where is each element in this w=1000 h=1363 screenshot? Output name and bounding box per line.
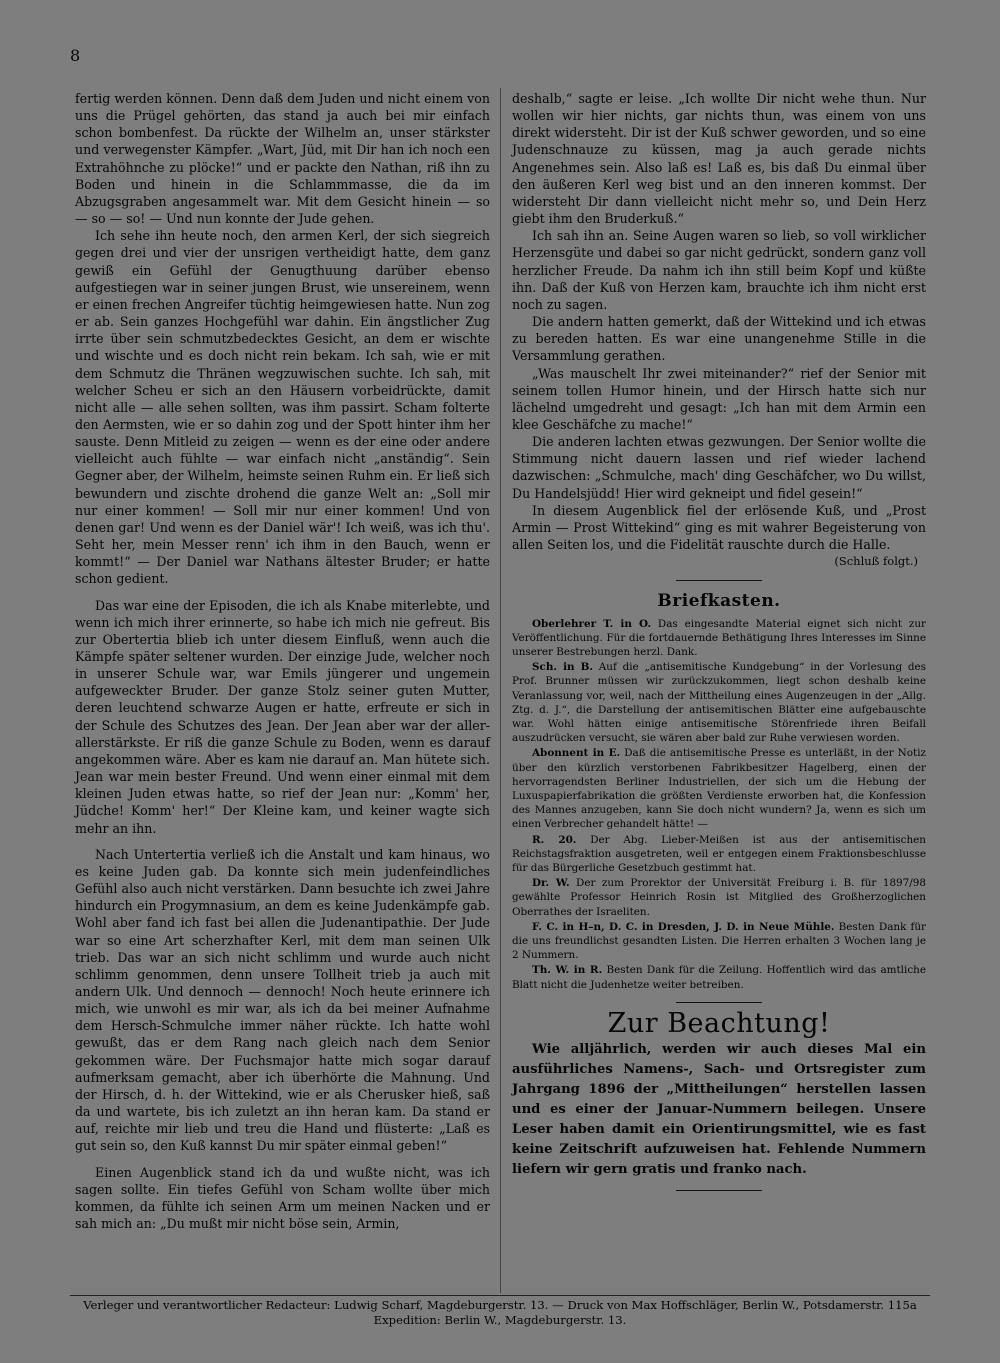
brief-addressee: Dr. W. <box>532 877 570 890</box>
brief-addressee: Sch. in B. <box>532 661 594 674</box>
brief-entry <box>512 746 926 831</box>
notice-section <box>512 1040 926 1180</box>
brief-text: Das eingesandte Material eignet sich nicht zur Veröffentlichung. Für die fortdauernde Bethätigung Ihres Interesses im Sinne unserer Bestrebungen herzl. Dank. <box>512 617 927 658</box>
separator-rule <box>676 1190 762 1191</box>
page-number: 8 <box>70 46 81 65</box>
right-column <box>512 90 926 1203</box>
paragraph: Die anderen lachten etwas gezwungen. Der Senior wollte die Stimmung nicht dauern lassen und rief wieder lachend dazwischen: „Schmulche, mach' ding Geschäfcher, wo Du willst, Du Handelsjüdd! Hier wird gekneipt und fidel gesein!“ <box>512 434 926 501</box>
paragraph: Ich sah ihn an. Seine Augen waren so lieb, so voll wirklicher Herzensgüte und dabei so gar nicht gedrückt, sondern ganz voll herzlicher Freude. Da nahm ich ihn still beim Kopf und küßte ihn. Daß der Kuß von Herzen kam, brauchte ich ihm nicht erst noch zu sagen. <box>512 228 926 312</box>
footer-rule <box>70 1295 930 1296</box>
brief-addressee: Th. W. in R. <box>532 964 603 977</box>
to-be-continued: (Schluß folgt.) <box>834 554 918 569</box>
imprint-footer <box>70 1298 930 1328</box>
separator-rule <box>676 1002 762 1003</box>
brief-entry <box>512 963 926 991</box>
left-column <box>75 90 490 1232</box>
brief-addressee: Abonnent in E. <box>532 747 621 760</box>
brief-addressee: F. C. in H–n, D. C. in Dresden, J. D. in Neue Mühle. <box>532 920 835 933</box>
separator-rule <box>676 580 762 581</box>
brief-text: Besten Dank für die Zeilung. Hoffentlich wird das amtliche Blatt nicht die Judenhetze weiter betreiben. <box>512 964 926 991</box>
paragraph: deshalb,“ sagte er leise. „Ich wollte Dir nicht wehe thun. Nur wollen wir hier nichts, gar nichts thun, was einem von uns direkt widersteht. Dir ist der Kuß schwer geworden, und so eine Judenschnauze zu küssen, mag ja auch gerade nichts Angenehmes sein. Also laß es! Laß es, bis daß Du einmal über den äußeren Kerl weg bist und an den inneren kommst. Der widersteht Dir dann vielleicht nicht mehr so, und Dein Herz giebt ihm den Bruderkuß.“ <box>512 91 926 227</box>
brief-text: Besten Dank für die uns freundlichst gesandten Listen. Die Herren erhalten 3 Wochen lang je 2 Nummern. <box>512 920 926 962</box>
paragraph: Die andern hatten gemerkt, daß der Wittekind und ich etwas zu bereden hatten. Es war eine unangenehme Stille in die Versammlung gerathen. <box>512 314 926 364</box>
paragraph: fertig werden können. Denn daß dem Juden und nicht einem von uns die Prügel gehörten, das stand ja auch bei mir einfach schon bombenfest. Da rückte der Wilhelm an, unser stärkster und verwegenster Kämpfer. „Wart, Jüd, mit Dir han ich noch een Extrahöhnche zu plöcke!“ und er packte den Nathan, riß ihn zu Boden und hinein in die Schlammmasse, die da im Abzugsgraben angesammelt war. Mit dem Gesicht hinein — so — so — so! — Und nun konnte der Jude gehen. <box>75 91 490 227</box>
briefkasten-section <box>512 617 926 992</box>
expedition-line: Expedition: Berlin W., Magdeburgerstr. 13. <box>373 1313 627 1327</box>
paragraph: Ich sehe ihn heute noch, den armen Kerl, der sich siegreich gegen drei und vier der unsrigen vertheidigt hatte, dem ganz gewiß ein Gefühl der Genugthuung darüber ebenso aufgestiegen war in seiner jungen Brust, wie unsereinem, wenn er einen frechen Angreifer tüchtig heimgewiesen hatte. Nun zog er ab. Sein ganzes Hochgefühl war dahin. Ein ängstlicher Zug irrte über sein schmutzbedecktes Gesicht, an dem er wischte und wischte und es doch nicht rein bekam. Ich sah, wie er mit dem Schmutz die Thränen wegzuwischen suchte. Ich sah, mit welcher Scheu er sich an den Häusern vorbeidrückte, damit nicht alle — alle sehen sollten, was ihm passirt. Scham folterte den Aermsten, wie er so dahin zog und der Spott hinter ihm her sauste. Denn Mitleid zu zeigen — wenn es der eine oder andere vielleicht auch fühlte — war einfach nicht „anständig“. Sein Gegner aber, der Wilhelm, heimste seinen Ruhm ein. Er ließ sich bewundern und zischte drohend die ganze Welt an: „Soll mir nur einer kommen! — Soll mir nur einer kommen! Und von denen gar! Und wenn es der Daniel wär'! Ich weiß, was ich thu'. Seht her, mein Messer renn' ich ihm in den Bauch, wenn er kommt!“ — Der Daniel war Nathans ältester Bruder; er hatte schon gedient. <box>75 228 490 587</box>
brief-entry <box>512 920 926 963</box>
paragraph: In diesem Augenblick fiel der erlösende Kuß, und „Prost Armin — Prost Wittekind“ ging es mit wahrer Begeisterung von allen Seiten los, und die Fidelität rauschte durch die Halle. <box>512 502 926 553</box>
brief-addressee: R. 20. <box>532 833 577 846</box>
paragraph: Das war eine der Episoden, die ich als Knabe miterlebte, und wenn ich mich ihrer erinnerte, so habe ich mich nie gefreut. Bis zur Obertertia blieb ich unter diesem Einfluß, wenn auch die Kämpfe später seltener wurden. Der einzige Jude, welcher noch in unserer Schule war, war Emils jüngerer und ungemein aufgeweckter Bruder. Der ganze Stolz seiner guten Mutter, deren leuchtend schwarze Augen er hatte, erfreute er sich in der Schule des Schutzes des Jean. Der Jean aber war der aller-allerstärkste. Er riß die ganze Schule zu Boden, wenn es darauf angekommen wäre. Aber es kam nie darauf an. Man hütete sich. Jean war mein bester Freund. Und wenn einer einmal mit dem kleinen Juden etwas hatte, so rief der Jean nur: „Komm' her, Jüdche! Komm' her!“ Der Kleine kam, und keiner wagte sich mehr an ihn. <box>75 597 490 836</box>
paragraph: „Was mauschelt Ihr zwei miteinander?“ rief der Senior mit seinem tollen Humor hinein, und der Hirsch hatte sich nur lächelnd umgedreht und gesagt: „Ich han mit dem Armin een klee Geschäfche zu mache!“ <box>512 365 926 432</box>
brief-entry <box>512 617 926 660</box>
column-divider <box>500 88 501 1293</box>
brief-text: Auf die „antisemitische Kundgebung“ in der Vorlesung des Prof. Brunner müssen wir zurückzukommen, liegt schon deshalb keine Veranlassung vor, weil, nach der Mittheilung eines Augenzeugen in der „Allg. Ztg. d. J.“, die Darstellung der antisemitischen Blätter eine aufgebauschte war. Wohl hätten einige antisemitische Störenfriede ihren Beifall auszudrücken versucht, sie wären aber bald zur Ruhe verwiesen worden. <box>512 661 926 745</box>
brief-text: Der zum Prorektor der Universität Freiburg i. B. für 1897/98 gewählte Professor Heinrich Rosin ist Mitglied des Großherzoglichen Oberrathes der Israeliten. <box>512 877 927 918</box>
notice-heading: Zur Beachtung! <box>607 1007 831 1039</box>
brief-entry <box>512 660 926 745</box>
notice-text: Wie alljährlich, werden wir auch dieses Mal ein ausführliches Namens-, Sach- und Ortsregister zum Jahrgang 1896 der „Mittheilungen“ herstellen lassen und es einer der Januar-Nummern beilegen. Unsere Leser haben damit ein Orientirungsmittel, wie es fast keine Zeitschrift aufzuweisen hat. Fehlende Nummern liefern wir gern gratis und franko nach. <box>512 1041 926 1177</box>
brief-entry <box>512 876 926 919</box>
paragraph: Nach Untertertia verließ ich die Anstalt und kam hinaus, wo es keine Juden gab. Da konnte sich mein judenfeindliches Gefühl also auch nicht verstärken. Dann besuchte ich zwei Jahre hindurch ein Progymnasium, an dem es keine Judenkämpfe gab. Wohl aber fand ich fast bei allen die Judenantipathie. Der Jude war so eine Art scherzhafter Kerl, mit dem man seinen Ulk trieb. Das war an sich nicht schlimm und wurde auch nicht schlimm genommen, denn unsere Tollheit trieb ja auch mit andern Ulk. Und dennoch — dennoch! Noch heute erinnere ich mich, wie unwohl es mir war, als ich da bei meiner Aufnahme dem Hersch-Schmulche immer näher rückte. Ich hatte wohl gewußt, das er dem Rang nach gleich nach dem Senior gekommen wäre. Der Fuchsmajor hatte mich sogar darauf aufmerksam gemacht, aber ich überhörte die Mahnung. Und der Hirsch, d. h. der Wittekind, wie er als Cherusker hieß, saß da und wartete, bis ich zuletzt an ihn heran kam. Da stand er auf, reichte mir lieb und treu die Hand und flüsterte: „Laß es gut sein so, den Kuß kannst Du mir später einmal geben!“ <box>75 846 490 1154</box>
brief-text: Daß die antisemitische Presse es unterläßt, in der Notiz über den kürzlich verstorbenen Fabrikbesitzer Hagelberg, einen der hervorragendsten Berliner Industriellen, der sich um die Hebung der Luxuspapierfabrikation die größten Verdienste erworben hat, die Konfession des Mannes anzugeben, kann Sie doch nicht wundern? Ja, wenn es sich um einen Verbrecher gehandelt hätte! — <box>512 747 926 831</box>
paragraph: Einen Augenblick stand ich da und wußte nicht, was ich sagen sollte. Ein tiefes Gefühl von Scham wollte über mich kommen, da fühlte ich seinen Arm um meinen Nacken und er sah mich an: „Du mußt mir nicht böse sein, Armin, <box>75 1164 490 1231</box>
briefkasten-heading: Briefkasten. <box>657 591 781 612</box>
imprint-line: Verleger und verantwortlicher Redacteur: Ludwig Scharf, Magdeburgerstr. 13. — Druck von Max Hoffschläger, Berlin W., Potsdamerstr. 115a <box>83 1298 917 1312</box>
brief-addressee: Oberlehrer T. in O. <box>532 617 652 630</box>
brief-text: Der Abg. Lieber-Meißen ist aus der antisemitischen Reichstagsfraktion ausgetreten, weil er entgegen einem Fraktionsbeschlusse für das Bürgerliche Gesetzbuch gestimmt hat. <box>512 833 926 874</box>
brief-entry <box>512 833 926 876</box>
